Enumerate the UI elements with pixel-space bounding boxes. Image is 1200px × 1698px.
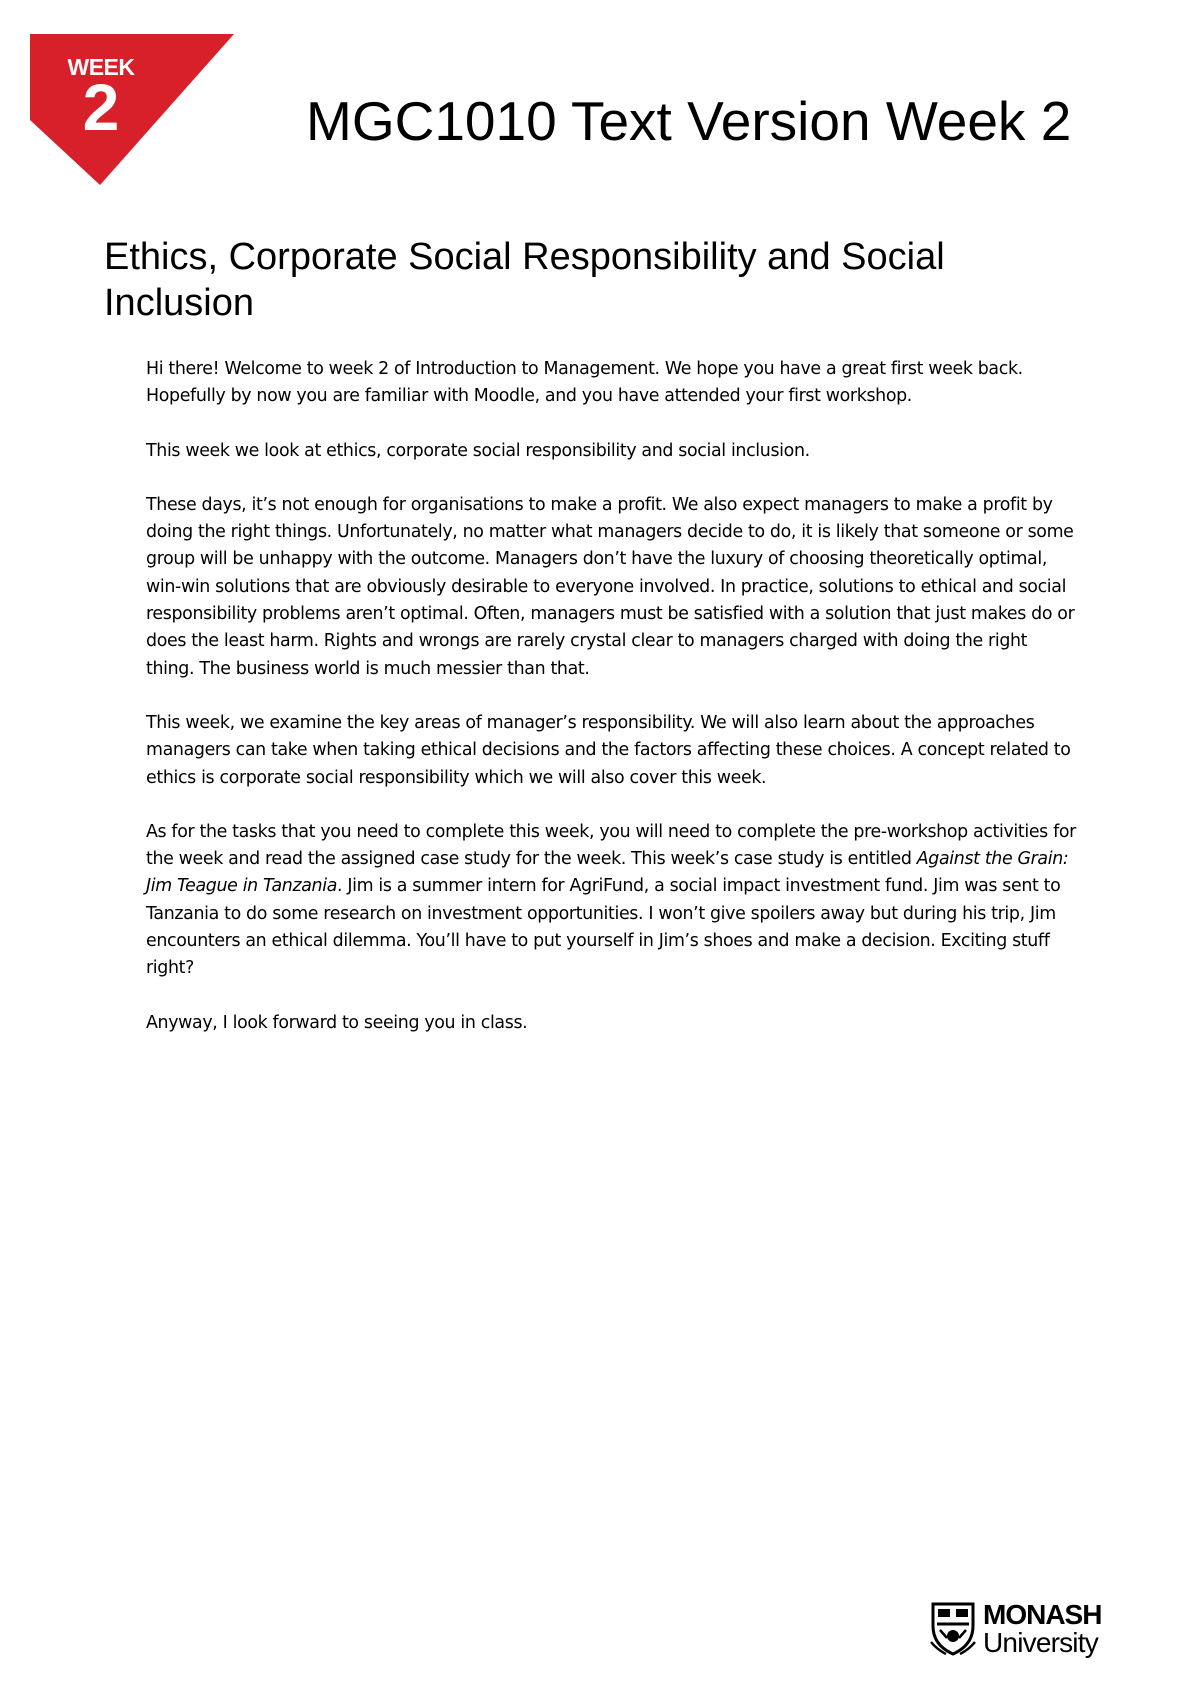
paragraph-this-week: This week we look at ethics, corporate social responsibility and social inclusion. (146, 440, 810, 461)
logo-name: MONASH (983, 1599, 1102, 1630)
monash-logo (930, 1600, 1120, 1660)
paragraph-tasks (146, 819, 1076, 983)
case-study-title: Against the Grain: Jim Teague in Tanzania (146, 849, 1069, 897)
week-badge-label: WEEK (67, 54, 135, 80)
logo-subtitle: University (983, 1627, 1098, 1658)
monash-crest-icon (930, 1602, 976, 1656)
week-badge (30, 34, 235, 186)
paragraph-closing: Anyway, I look forward to seeing you in class. (146, 1012, 528, 1033)
section-heading: Ethics, Corporate Social Responsibility and Social Inclusion (104, 236, 945, 324)
paragraph-profit: These days, it’s not enough for organisations to make a profit. We also expect managers to make a profit by doing the right things. Unfortunately, no matter what managers decide to do, it is likely that someone or some group will be unhappy with the outcome. Managers don’t have the luxury of choosing theoretically optimal, win-win solutions that are obviously desirable to everyone involved. In practice, solutions to ethical and social responsibility problems aren’t optimal. Often, managers must be satisfied with a solution that just makes do or does the least harm. Rights and wrongs are rarely crystal clear to managers charged with doing the right thing. The business world is much messier than that. (146, 494, 1075, 679)
week-badge-number: 2 (82, 70, 120, 144)
tasks-text-start: As for the tasks that you need to complete this week, you will need to complete the pre-workshop activities for the week and read the assigned case study for the week. This week’s case study is entitled (146, 821, 1076, 870)
paragraph-welcome: Hi there! Welcome to week 2 of Introduction to Management. We hope you have a great first week back. Hopefully by now you are familiar with Moodle, and you have attended your first workshop. (146, 359, 1023, 407)
tasks-text-end: . Jim is a summer intern for AgriFund, a social impact investment fund. Jim was sent to Tanzania to do some research on investment opportunities. I won’t give spoilers away but during his trip, Jim encounters an ethical dilemma. You’ll have to put yourself in Jim’s shoes and make a decision. Exciting stuff right? (146, 876, 1061, 979)
document-body (146, 356, 1076, 1064)
paragraph-responsibility: This week, we examine the key areas of manager’s responsibility. We will also learn about the approaches managers can take when taking ethical decisions and the factors affecting these choices. A concept related to ethics is corporate social responsibility which we will also cover this week. (146, 712, 1071, 788)
document-title: MGC1010 Text Version Week 2 (306, 90, 1072, 152)
